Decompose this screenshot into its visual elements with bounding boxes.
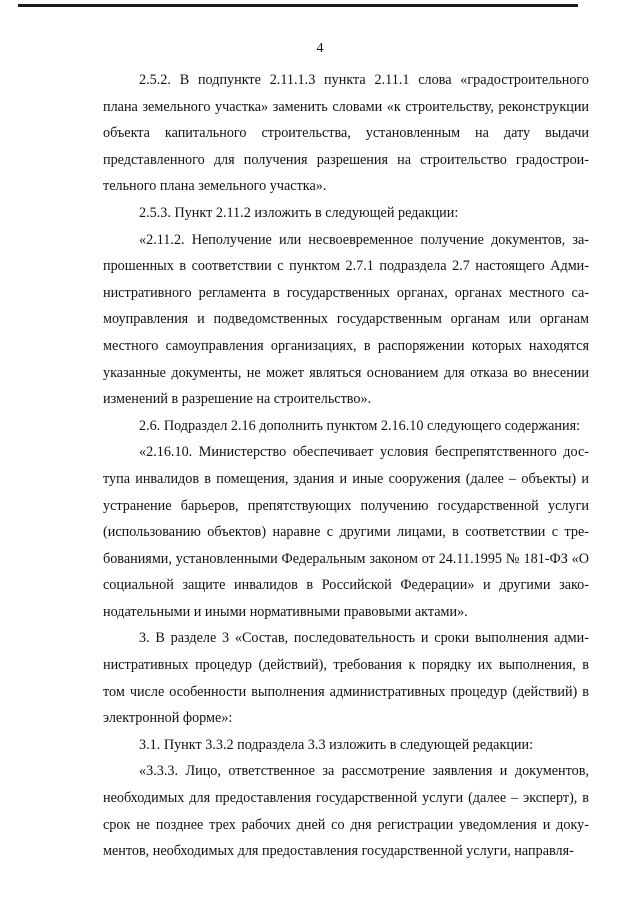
paragraph-2-5-3: 2.5.3. Пункт 2.11.2 изложить в следующей редакции:: [139, 204, 459, 221]
paragraph-3-3-3: «3.3.3. Лицо, ответственное за рассмотрение заявления и документов, необходимых для предоставления государственной услуги (далее – эксперт), в срок не позднее трех рабочих дней со дня регистрации уведомления и документов, необходимых для предоставления государственной услуги, направля-: [103, 763, 589, 860]
top-border-line: [18, 4, 578, 7]
paragraph-2-6: 2.6. Подраздел 2.16 дополнить пунктом 2.16.10 следующего содержания:: [139, 417, 581, 434]
paragraph-2-5-2: 2.5.2. В подпункте 2.11.1.3 пункта 2.11.1 слова «градостроительного плана земельного участка» заменить словами «к строительству, реконструкции объекта капитального строительства, установленным на дату выдачи представленного для получения разрешения на строительство градостроительного плана земельного участка».: [103, 72, 589, 195]
page-number: 4: [316, 41, 324, 56]
paragraph-3-1: 3.1. Пункт 3.3.2 подраздела 3.3 изложить в следующей редакции:: [139, 736, 534, 753]
paragraph-section-3: 3. В разделе 3 «Состав, последовательность и сроки выполнения административных процедур (действий), требования к порядку их выполнения, в том числе особенности выполнения административных процедур (действий) в электронной форме»:: [103, 630, 589, 727]
document-body: [103, 67, 589, 865]
paragraph-2-11-2: «2.11.2. Неполучение или несвоевременное получение документов, запрошенных в соответствии с пунктом 2.7.1 подраздела 2.7 настоящего Административного регламента в государственных органах, органах местного самоуправления и подведомственных государственным органам или органам местного самоуправления организациях, в распоряжении которых находятся указанные документы, не может являться основанием для отказа во внесении изменений в разрешение на строительство».: [103, 231, 589, 408]
paragraph-2-16-10: «2.16.10. Министерство обеспечивает условия беспрепятственного доступа инвалидов в помещения, здания и иные сооружения (далее – объекты) и устранение барьеров, препятствующих получению государственной услуги (использованию объектов) наравне с другими лицами, в соответствии с требованиями, установленными Федеральным законом от 24.11.1995 № 181-ФЗ «О социальной защите инвалидов в Российской Федерации» и другими законодательными и иными нормативными правовыми актами».: [103, 444, 589, 620]
